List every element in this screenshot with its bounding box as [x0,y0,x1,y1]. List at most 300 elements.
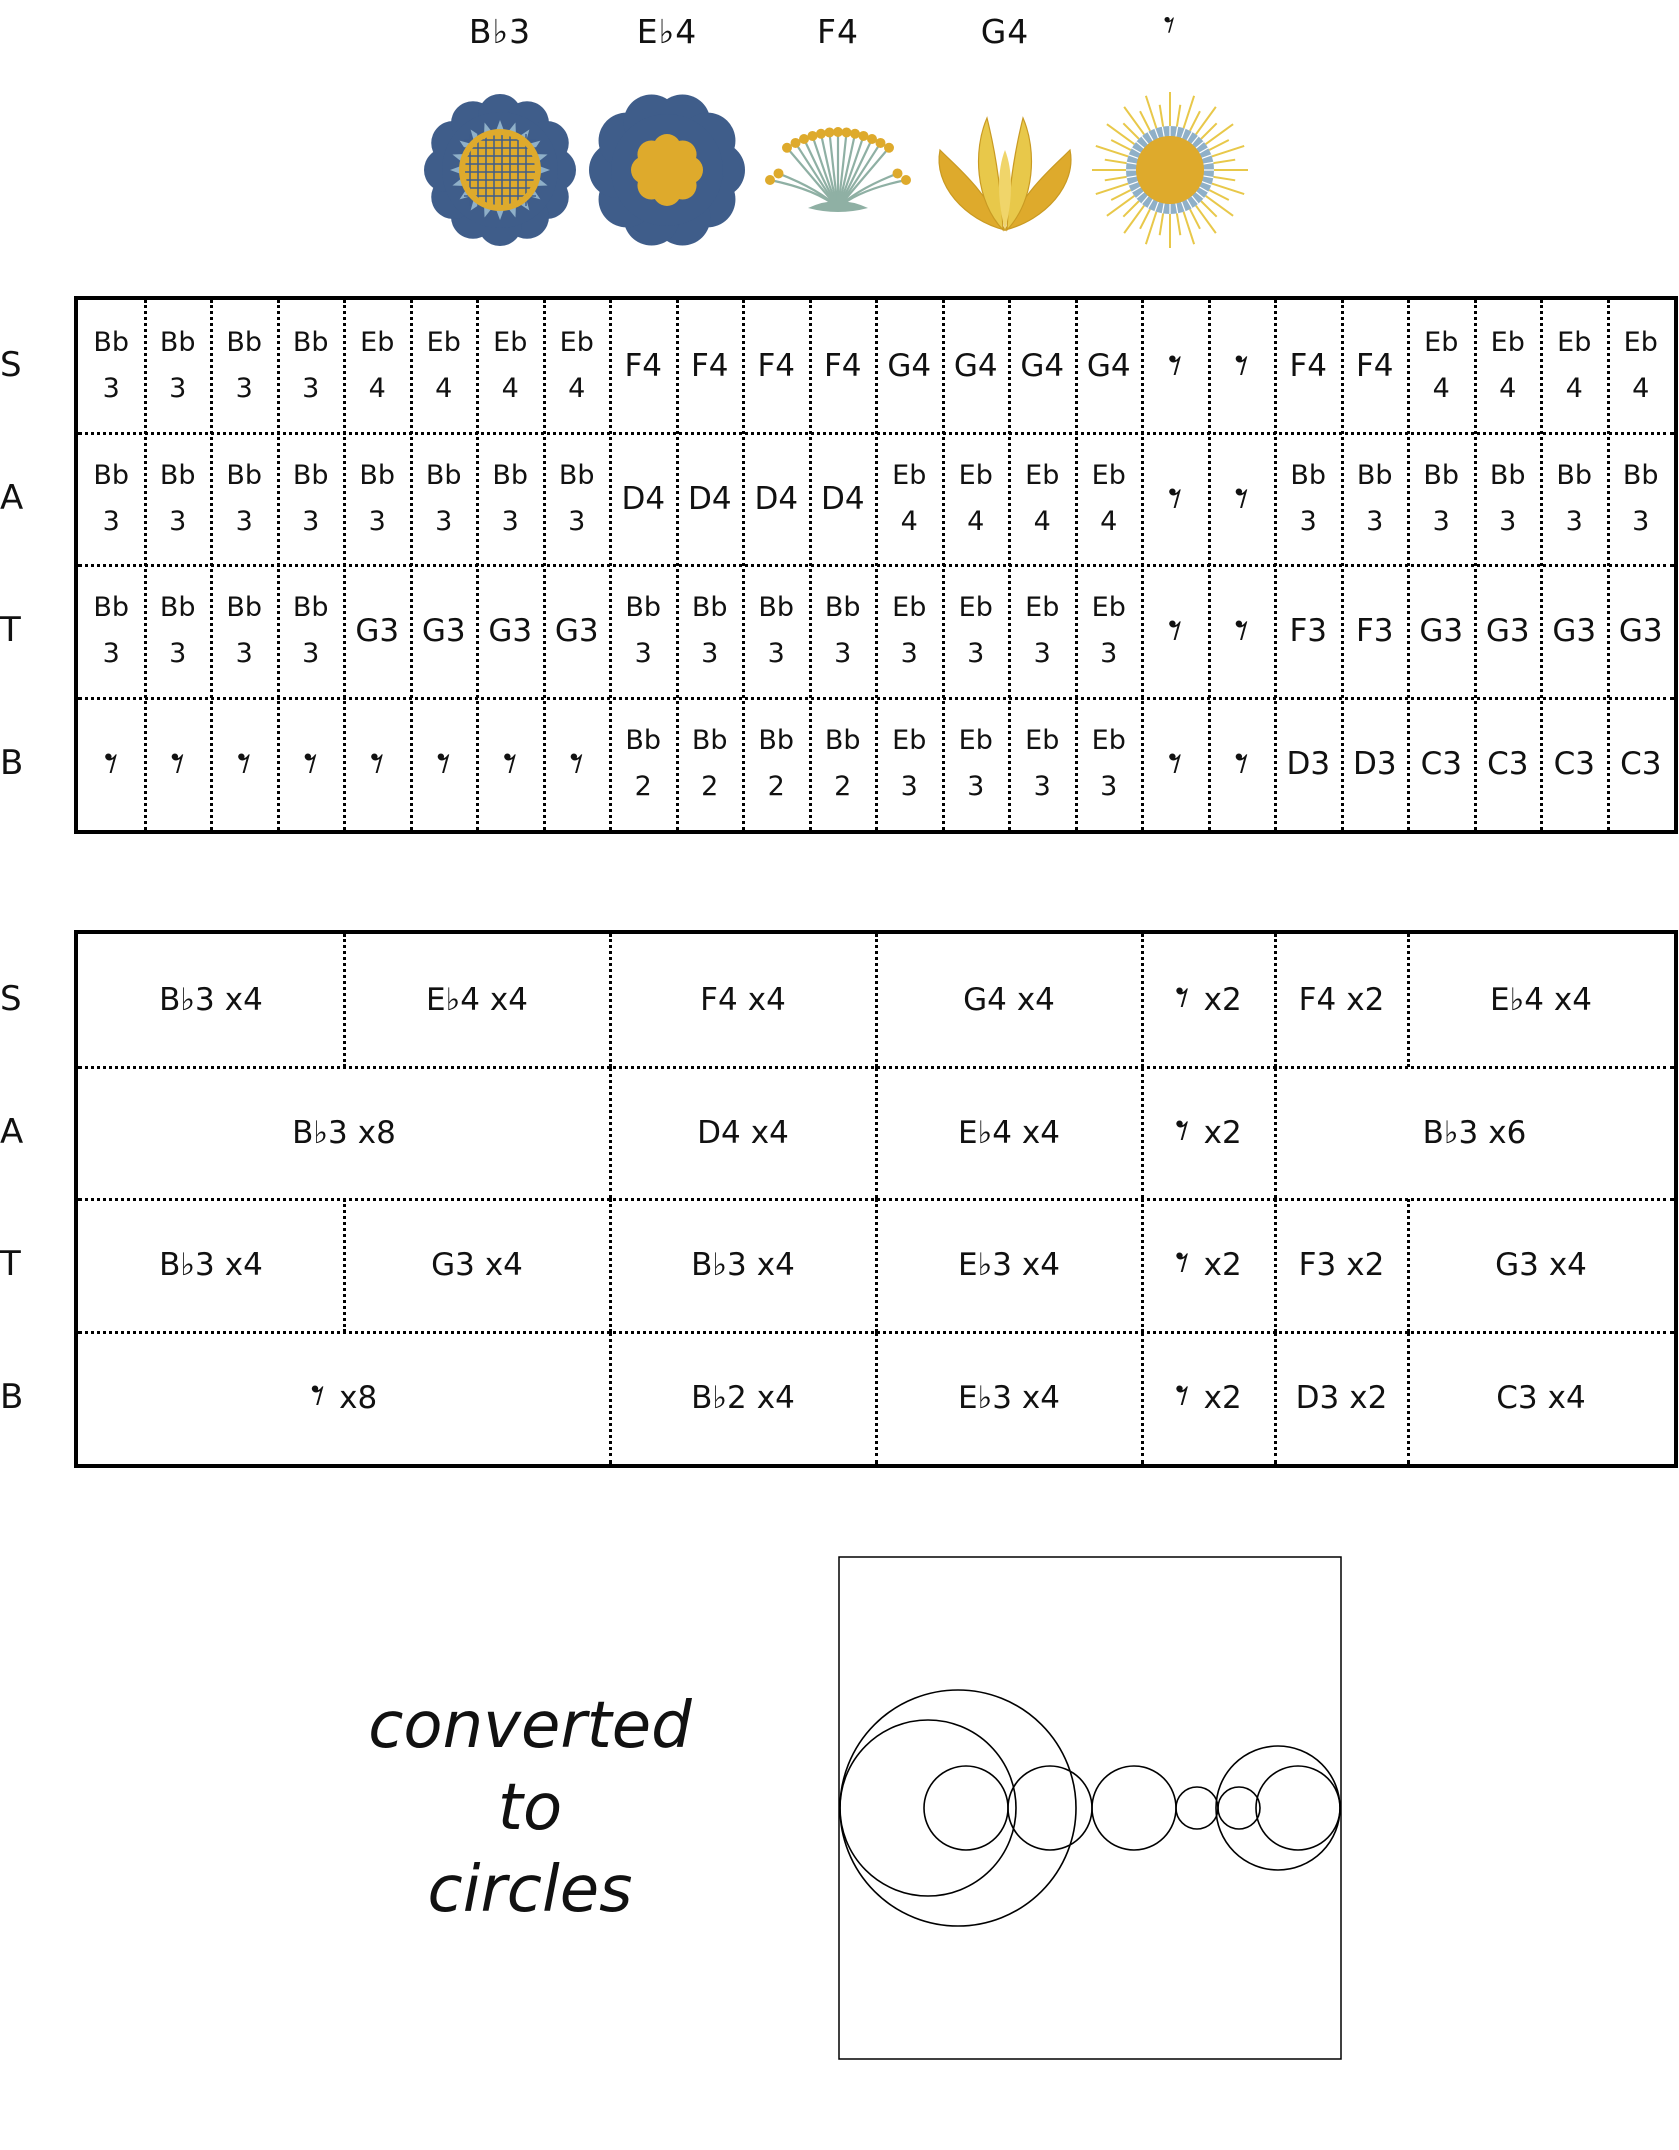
note-octave: 3 [900,770,918,802]
summary-cell [610,934,876,1067]
repeat-count: x8 [339,1379,378,1416]
note-name: G3 [1618,613,1663,650]
note-cell [1342,565,1409,698]
note-cell [78,565,145,698]
note-cell [477,698,544,831]
blue-round-flower-icon [587,90,747,250]
note-name: G3 [355,613,400,650]
note-name: Bb [691,724,728,756]
note-name: Eb [1623,327,1658,359]
note-cell [1475,433,1542,566]
note-cell [544,433,611,566]
note-name: F4 [823,348,862,385]
note-name: E♭4 [957,1114,1012,1151]
note-cell [1009,565,1076,698]
note-name: Bb [226,592,263,624]
note-name: Eb [360,327,395,359]
summary-voice-label-b: B [0,1376,24,1417]
summary-cell [78,1332,610,1465]
note-cell [743,300,810,433]
note-name: B♭3 [159,1247,215,1284]
note-cell [943,300,1010,433]
rest-icon: 𝄾 [310,1363,326,1427]
note-cell [1541,698,1608,831]
summary-cell [610,1199,876,1332]
rest-icon: 𝄾 [436,731,451,795]
note-name: E♭3 [957,1379,1012,1416]
note-name: G4 [887,348,932,385]
summary-voice-label-t: T [0,1244,21,1285]
repeat-count: x2 [1349,1379,1388,1416]
voice-label-a: A [0,477,24,518]
repeat-count: x4 [1021,1379,1060,1416]
note-octave: 4 [435,373,453,405]
note-cell [876,433,943,566]
note-name: Bb [625,724,662,756]
note-name: Bb [159,459,196,491]
note-name: Bb [1423,459,1460,491]
note-name: Eb [958,459,993,491]
summary-cell [1142,934,1275,1067]
note-cell [1076,433,1143,566]
note-name: E♭4 [425,982,480,1019]
rest-icon: 𝄾 [1168,599,1183,663]
repeat-count: x4 [750,1114,789,1151]
note-name: G3 [554,613,599,650]
circles-frame [839,1557,1341,2059]
caption [330,1685,730,1931]
summary-cell [78,1067,610,1200]
rest-icon: 𝄾 [1234,731,1249,795]
note-cell [411,698,478,831]
note-octave: 3 [102,505,120,537]
legend-label-5: 𝄾 [1163,0,1177,51]
repeat-count: x4 [1016,982,1055,1019]
note-cell [145,565,212,698]
note-name: Eb [1557,327,1592,359]
note-name: D4 [697,1114,741,1151]
note-cell [1475,300,1542,433]
note-cell [477,565,544,698]
note-name: Bb [824,592,861,624]
note-octave: 4 [1499,373,1517,405]
note-octave: 3 [1432,505,1450,537]
note-cell [876,698,943,831]
repeat-count: x2 [1346,982,1385,1019]
legend-label-1: B♭3 [468,12,532,51]
summary-cell [1275,1199,1408,1332]
note-octave: 3 [1100,638,1118,670]
note-octave: 3 [235,373,253,405]
note-name: Eb [958,592,993,624]
note-name: D4 [820,480,865,517]
rest-icon: 𝄾 [1175,1098,1190,1162]
note-name: Eb [892,459,927,491]
repeat-count: x4 [484,1247,523,1284]
note-cell [1275,433,1342,566]
note-name: Bb [226,459,263,491]
note-cell [1342,433,1409,566]
note-name: Bb [226,327,263,359]
repeat-count: x4 [756,1379,795,1416]
note-name: C3 [1496,1379,1538,1416]
note-name: G3 [1552,613,1597,650]
note-cell [211,300,278,433]
note-octave: 4 [1432,373,1450,405]
summary-voice-label-s: S [0,979,22,1020]
summary-voice-label-a: A [0,1111,24,1152]
note-cell [1608,433,1675,566]
note-cell [1009,300,1076,433]
note-cell [1009,698,1076,831]
note-octave: 3 [900,638,918,670]
note-cell [1275,565,1342,698]
note-name: B♭3 [691,1247,747,1284]
note-name: F4 [1289,348,1328,385]
note-name: Bb [1356,459,1393,491]
note-cell [1209,433,1276,566]
note-octave: 3 [302,638,320,670]
repeat-count: x2 [1203,1114,1242,1151]
note-name: Bb [824,724,861,756]
legend-label-2: E♭4 [636,12,698,51]
note-name: Bb [93,459,130,491]
repeat-count: x4 [224,982,263,1019]
note-cell [810,698,877,831]
note-octave: 4 [568,373,586,405]
note-cell [1142,698,1209,831]
note-octave: 3 [368,505,386,537]
note-name: Eb [1424,327,1459,359]
note-name: F4 [700,982,738,1019]
note-name: Bb [159,327,196,359]
note-octave: 3 [967,770,985,802]
note-name: Bb [159,592,196,624]
note-name: G4 [963,982,1007,1019]
note-cell [1275,300,1342,433]
note-cell [78,300,145,433]
note-name: F4 [624,348,663,385]
note-name: B♭2 [691,1379,747,1416]
note-octave: 3 [1499,505,1517,537]
note-cell [1342,300,1409,433]
note-octave: 3 [302,505,320,537]
note-name: F3 [1355,613,1394,650]
note-octave: 3 [302,373,320,405]
note-name: Bb [93,592,130,624]
note-cell [1275,698,1342,831]
summary-cell [610,1332,876,1465]
note-cell [610,698,677,831]
detailed-note-grid [74,296,1678,834]
blue-daisy-flower-icon [420,90,580,250]
note-name: C3 [1553,745,1595,782]
rest-icon: 𝄾 [1175,1231,1190,1295]
note-octave: 3 [169,373,187,405]
repeat-count: x2 [1203,1247,1242,1284]
note-cell [1142,433,1209,566]
note-cell [1408,565,1475,698]
note-octave: 2 [634,770,652,802]
note-octave: 3 [767,638,785,670]
note-cell [145,698,212,831]
repeat-count: x4 [1021,1114,1060,1151]
note-cell [1009,433,1076,566]
note-name: Bb [359,459,396,491]
note-name: E♭3 [957,1247,1012,1284]
note-cell [411,565,478,698]
note-cell [1541,300,1608,433]
note-name: G4 [1020,348,1065,385]
note-name: Bb [492,459,529,491]
voice-label-b: B [0,742,24,783]
note-name: Bb [1489,459,1526,491]
note-name: F4 [1355,348,1394,385]
note-octave: 4 [1632,373,1650,405]
note-cell [1209,698,1276,831]
summary-cell [876,1067,1142,1200]
note-name: G4 [1086,348,1131,385]
note-cell [677,300,744,433]
note-cell [1475,565,1542,698]
note-cell [677,698,744,831]
note-cell [943,433,1010,566]
summary-cell [1275,934,1408,1067]
repeat-count: x4 [1547,1379,1586,1416]
summary-note-grid [74,930,1678,1468]
note-name: Bb [625,592,662,624]
stamen-flower-icon [758,90,918,250]
note-cell [1408,433,1475,566]
repeat-count: x2 [1203,982,1242,1019]
note-octave: 3 [1033,638,1051,670]
note-cell [943,698,1010,831]
note-octave: 3 [1033,770,1051,802]
note-octave: 4 [900,505,918,537]
note-octave: 3 [102,638,120,670]
rest-icon: 𝄾 [370,731,385,795]
note-cell [1342,698,1409,831]
summary-cell [1142,1199,1275,1332]
note-name: Eb [1025,592,1060,624]
note-cell [1142,300,1209,433]
note-octave: 3 [1565,505,1583,537]
note-name: Bb [691,592,728,624]
note-cell [211,565,278,698]
note-name: C3 [1620,745,1662,782]
repeat-count: x4 [489,982,528,1019]
note-name: Eb [559,327,594,359]
note-name: G3 [1495,1247,1539,1284]
note-cell [743,698,810,831]
repeat-count: x8 [357,1114,396,1151]
rest-icon: 𝄾 [1175,966,1190,1030]
note-name: Bb [292,459,329,491]
note-cell [278,565,345,698]
note-cell [1608,300,1675,433]
caption-line-2: to [497,1771,563,1845]
note-cell [1541,565,1608,698]
note-cell [78,433,145,566]
note-cell [876,300,943,433]
voice-label-t: T [0,610,21,651]
note-cell [1209,300,1276,433]
rest-icon: 𝄾 [1168,466,1183,530]
note-cell [1475,698,1542,831]
note-name: F4 [757,348,796,385]
note-octave: 3 [169,505,187,537]
rest-icon: 𝄾 [1234,466,1249,530]
rest-icon: 𝄾 [1175,1363,1190,1427]
note-octave: 4 [368,373,386,405]
note-octave: 2 [701,770,719,802]
yellow-leaf-flower-icon [925,90,1085,250]
note-name: D3 [1352,745,1397,782]
note-octave: 3 [235,505,253,537]
note-cell [344,433,411,566]
note-octave: 3 [235,638,253,670]
caption-line-1: converted [368,1689,692,1763]
summary-cell [78,1199,344,1332]
note-octave: 4 [501,373,519,405]
note-name: Bb [758,724,795,756]
note-cell [610,433,677,566]
note-cell [610,300,677,433]
sunburst-flower-icon [1090,90,1250,250]
note-name: D3 [1295,1379,1340,1416]
note-name: F4 [1298,982,1337,1019]
note-cell [1608,565,1675,698]
note-name: G3 [431,1247,475,1284]
note-octave: 3 [435,505,453,537]
repeat-count: x4 [756,1247,795,1284]
repeat-count: x4 [1021,1247,1060,1284]
note-cell [743,433,810,566]
note-name: Bb [292,327,329,359]
repeat-count: x4 [1553,982,1592,1019]
summary-cell [344,934,610,1067]
rest-icon: 𝄾 [1234,334,1249,398]
rest-icon: 𝄾 [1168,334,1183,398]
note-cell [145,300,212,433]
note-name: D3 [1286,745,1331,782]
rest-icon: 𝄾 [569,731,584,795]
note-name: Eb [1490,327,1525,359]
note-cell [544,300,611,433]
note-cell [1608,698,1675,831]
note-octave: 3 [568,505,586,537]
note-name: Eb [493,327,528,359]
note-cell [1076,698,1143,831]
summary-cell [1408,1199,1674,1332]
summary-cell [876,1332,1142,1465]
note-cell [278,300,345,433]
note-name: Bb [292,592,329,624]
note-octave: 3 [701,638,719,670]
note-cell [810,433,877,566]
note-cell [211,433,278,566]
voice-label-s: S [0,345,22,386]
note-cell [743,565,810,698]
note-name: B♭3 [292,1114,348,1151]
note-name: D4 [621,480,666,517]
note-name: F4 [690,348,729,385]
note-name: Eb [1025,724,1060,756]
note-octave: 3 [1366,505,1384,537]
note-cell [411,433,478,566]
summary-cell [610,1067,876,1200]
summary-cell [876,1199,1142,1332]
note-name: Bb [1622,459,1659,491]
note-cell [810,565,877,698]
summary-cell [1408,934,1674,1067]
note-octave: 4 [1100,505,1118,537]
repeat-count: x6 [1488,1114,1527,1151]
note-octave: 2 [834,770,852,802]
rest-icon: 𝄾 [1234,599,1249,663]
note-octave: 3 [169,638,187,670]
note-name: E♭4 [1489,982,1544,1019]
rest-icon: 𝄾 [104,731,119,795]
note-octave: 4 [1033,505,1051,537]
note-name: Bb [1556,459,1593,491]
note-cell [278,698,345,831]
note-cell [810,300,877,433]
note-cell [610,565,677,698]
note-octave: 3 [1632,505,1650,537]
note-name: Bb [758,592,795,624]
note-octave: 3 [834,638,852,670]
summary-cell [78,934,344,1067]
note-cell [943,565,1010,698]
summary-cell [1275,1067,1674,1200]
note-name: Eb [1091,592,1126,624]
note-cell [411,300,478,433]
note-cell [211,698,278,831]
legend-label-3: F4 [817,12,859,51]
note-name: Eb [892,724,927,756]
caption-line-3: circles [427,1853,633,1927]
note-name: Bb [1290,459,1327,491]
summary-cell [1408,1332,1674,1465]
note-cell [477,300,544,433]
note-name: C3 [1487,745,1529,782]
note-name: Eb [1091,724,1126,756]
circles-diagram [838,1556,1342,2060]
rest-icon: 𝄾 [237,731,252,795]
summary-cell [1275,1332,1408,1465]
note-octave: 3 [501,505,519,537]
note-name: G4 [953,348,998,385]
note-cell [78,698,145,831]
note-cell [544,698,611,831]
rest-icon: 𝄾 [303,731,318,795]
note-cell [1076,565,1143,698]
note-octave: 3 [1100,770,1118,802]
note-octave: 3 [967,638,985,670]
note-cell [145,433,212,566]
note-cell [344,300,411,433]
note-name: D4 [687,480,732,517]
note-name: Eb [1091,459,1126,491]
note-cell [544,565,611,698]
note-name: F3 [1289,613,1328,650]
note-cell [344,698,411,831]
note-cell [344,565,411,698]
note-name: Bb [425,459,462,491]
note-name: G3 [1485,613,1530,650]
note-name: G3 [421,613,466,650]
